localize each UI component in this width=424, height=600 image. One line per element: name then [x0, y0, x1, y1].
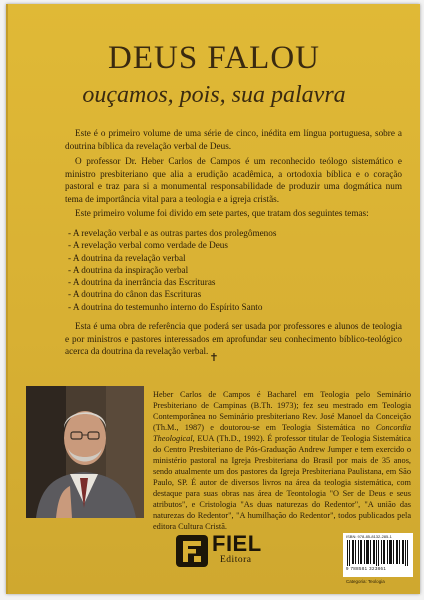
bio-text: Heber Carlos de Campos é Bacharel em Teologia pelo Seminário Presbiteriano de Campinas (B.Th. 1973); fez seu mestrado em Teologia Contemporânea no Seminário presbiteriano Rev. José Manoel da Conceição (Th.M., 1987) e doutorou-se em Teologia Sistemática no: [153, 390, 411, 432]
barcode-number: 9 788581 323861: [346, 566, 387, 571]
topic-item: - A doutrina do cânon das Escrituras: [68, 288, 276, 300]
topic-item: - A doutrina da inspiração verbal: [68, 264, 276, 276]
topic-item: - A doutrina da inerrância das Escrituras: [68, 276, 276, 288]
topic-item: - A revelação verbal e as outras partes dos prolegômenos: [68, 227, 276, 239]
topic-item: - A doutrina da revelação verbal: [68, 252, 276, 264]
author-bio: [153, 389, 411, 532]
publisher-logo: [176, 533, 268, 569]
author-photo: [26, 386, 144, 518]
isbn-barcode: [343, 533, 413, 577]
topics-list: [68, 227, 276, 313]
publisher-name: FIEL: [212, 531, 262, 556]
cross-ornament-icon: ✝: [209, 352, 219, 364]
category-label: Categoria: Teologia: [346, 579, 385, 584]
isbn-label: ISBN: 978-85-8132-285-1: [346, 534, 392, 539]
topics-intro-paragraph: Este primeiro volume foi divido em sete partes, que tratam dos seguintes temas:: [75, 208, 369, 218]
fiel-logo-icon: [176, 535, 208, 567]
barcode-bars: [347, 540, 409, 566]
bio-text-cont: , EUA (Th.D., 1992). É professor titular de Teologia Sistemática do Centro Presbiteriano de Pós-Graduação Andrew Jumper e tem exercido o ministério pastoral na Igreja Presbiteriana do Brasil por mais de 35 anos, sendo atualmente um dos pastores da Igreja Presbiteriana Paulistana, em São Paulo, SP. É autor de diversos livros na área da teologia sistemática, com destaque para suas obras nas área de Teontologia "O Ser de Deus e seus atributos", e Cristologia "As duas naturezas do Redentor", "A união das naturezas do Redentor", "A humilhação do Redentor", todos publicados pela editora Cultura Cristã.: [153, 434, 411, 531]
book-title: DEUS FALOU: [108, 40, 320, 76]
publisher-sub: Editora: [220, 555, 252, 565]
topic-item: - A revelação verbal como verdade de Deus: [68, 239, 276, 251]
reference-paragraph: Esta é uma obra de referência que poderá ser usada por professores e alunos de teologia e por ministros e pastores interessados em aprofundar seu conhecimento bíblico-teológico acerca da doutrina da revelação verbal.: [65, 321, 402, 357]
intro-paragraph: Este é o primeiro volume de uma série de cinco, inédita em língua portuguesa, sobre a doutrina bíblica da revelação verbal de Deus.: [65, 128, 402, 151]
author-summary-paragraph: O professor Dr. Heber Carlos de Campos é um reconhecido teólogo sistemático e ministro presbiteriano que alia a erudição acadêmica, a ortodoxia bíblica e o coração pastoral e traz para si a monumental responsabilidade de produzir uma dogmática num tema de importância vital para a teologia e a igreja cristãs.: [65, 156, 402, 204]
topic-item: - A doutrina do testemunho interno do Espírito Santo: [68, 301, 276, 313]
back-cover: [6, 4, 420, 594]
book-subtitle: ouçamos, pois, sua palavra: [82, 82, 346, 108]
bio-italic: Concordia Theological: [153, 423, 411, 443]
